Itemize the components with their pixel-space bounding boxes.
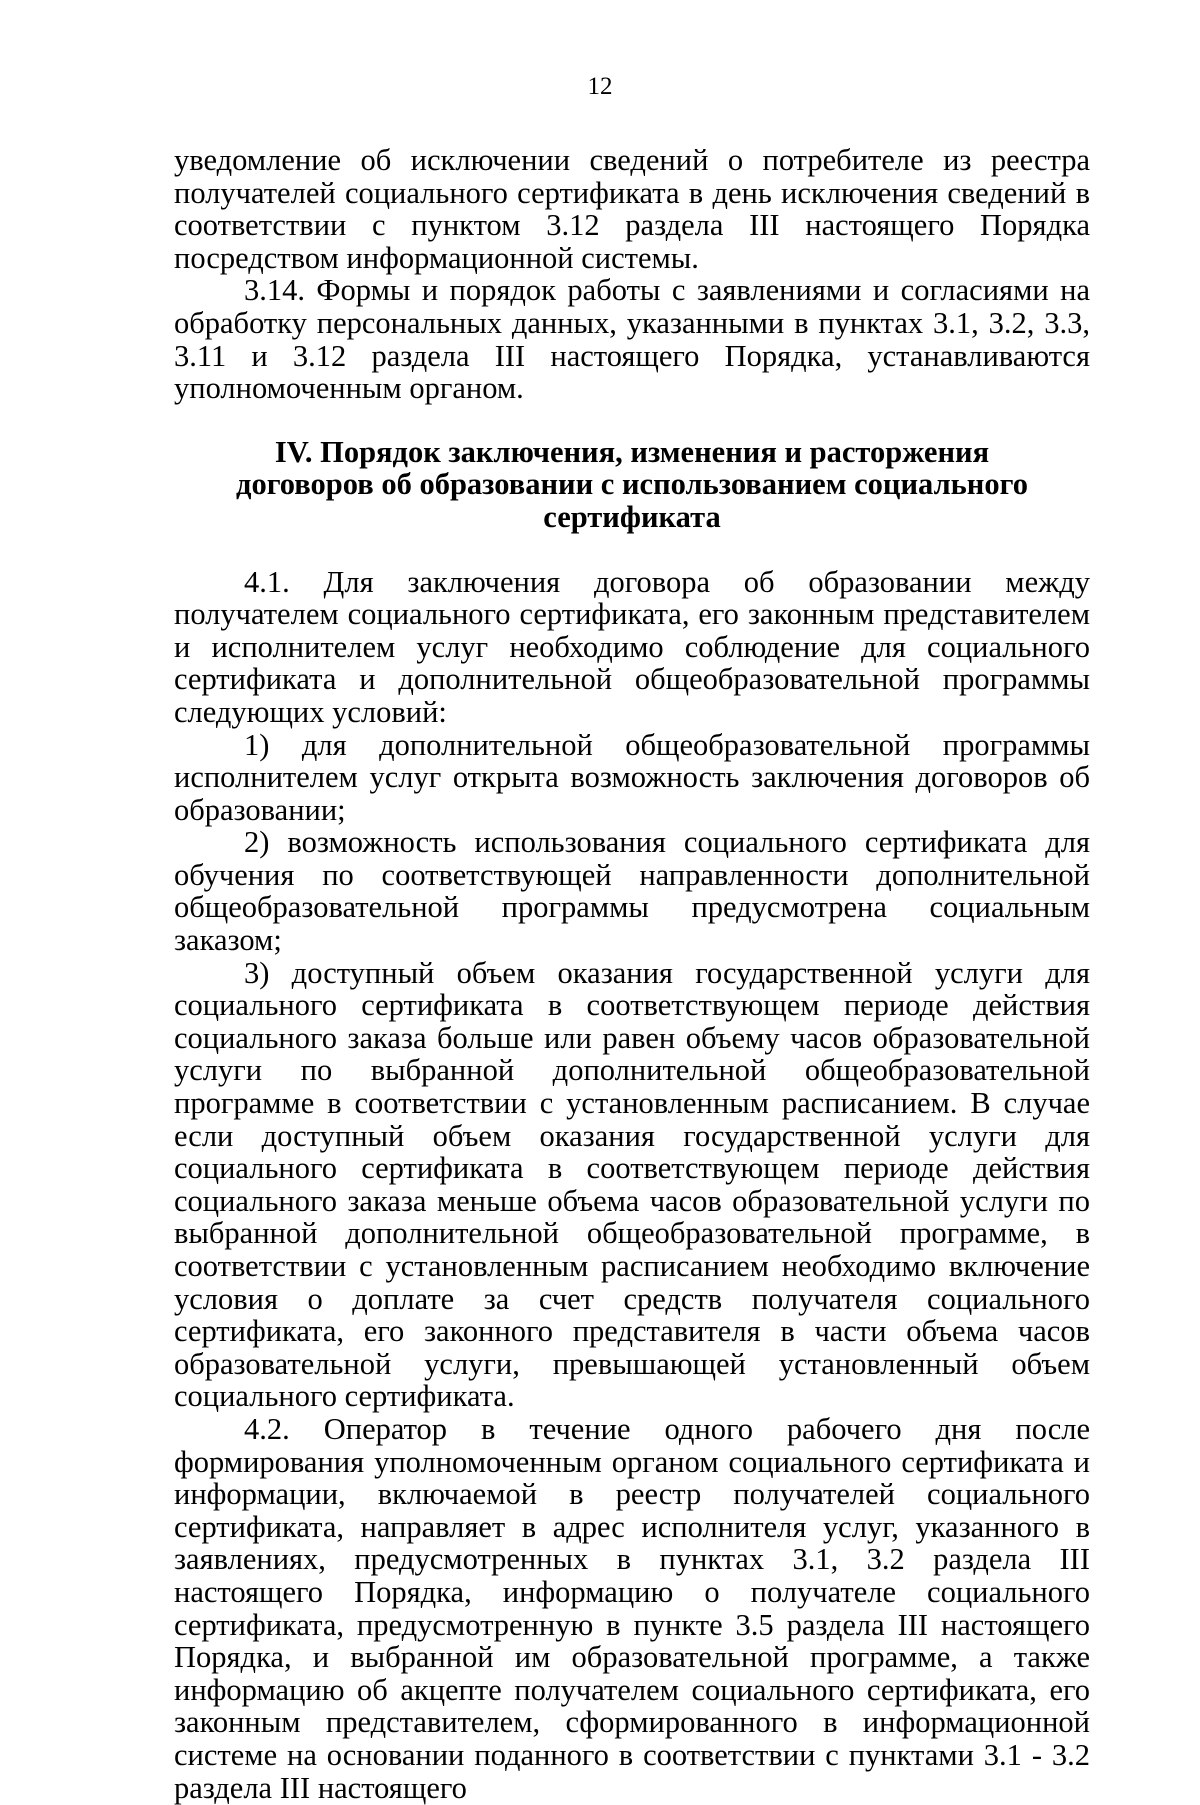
paragraph-4-2: 4.2. Оператор в течение одного рабочего дня после формирования уполномоченным органом социального сертификата и информации, включаемой в реестр получателей социального сертификата, направляет в адрес исполнителя услуг, указанного в заявлениях, предусмотренных в пунктах 3.1, 3.2 раздела III настоящего Порядка, информацию о получателе социального сертификата, предусмотренную в пункте 3.5 раздела III настоящего Порядка, и выбранной им образовательной программе, а также информацию об акцепте получателем социального сертификата, его законным представителем, сформированного в информационной системе на основании поданного в соответствии с пунктами 3.1 - 3.2 раздела III настоящего xyxy=(174,1411,1090,1805)
page-number: 12 xyxy=(587,73,613,100)
section-heading-line: сертификата xyxy=(543,499,721,534)
section-heading-line: договоров об образовании с использованием социального xyxy=(236,467,1028,502)
list-item-condition-1: 1) для дополнительной общеобразовательной программы исполнителем услуг открыта возможность заключения договоров об образовании; xyxy=(174,727,1090,827)
section-heading xyxy=(174,436,1090,534)
paragraph-4-1: 4.1. Для заключения договора об образовании между получателем социального сертификата, его законным представителем и исполнителем услуг необходимо соблюдение для социального сертификата и дополнительной общеобразовательной программы следующих условий: xyxy=(174,564,1090,729)
section-heading-line: IV. Порядок заключения, изменения и расторжения xyxy=(274,434,990,469)
paragraph-3-14: 3.14. Формы и порядок работы с заявлениями и согласиями на обработку персональных данных, указанными в пунктах 3.1, 3.2, 3.3, 3.11 и 3.12 раздела III настоящего Порядка, устанавливаются уполномоченным органом. xyxy=(174,273,1090,406)
paragraph-continuation: уведомление об исключении сведений о потребителе из реестра получателей социального сертификата в день исключения сведений в соответствии с пунктом 3.12 раздела III настоящего Порядка посредством информационной системы. xyxy=(174,143,1090,275)
list-item-condition-3: 3) доступный объем оказания государственной услуги для социального сертификата в соответствующем периоде действия социального заказа больше или равен объему часов образовательной услуги по выбранной дополнительной общеобразовательной программе в соответствии с установленным расписанием. В случае если доступный объем оказания государственной услуги для социального сертификата в соответствующем периоде действия социального заказа меньше объема часов образовательной услуги по выбранной дополнительной общеобразовательной программе, в соответствии с установленным расписанием необходимо включение условия о доплате за счет средств получателя социального сертификата, его законного представителя в части объема часов образовательной услуги, превышающей установленный объем социального сертификата. xyxy=(174,955,1090,1414)
list-item-condition-2: 2) возможность использования социального сертификата для обучения по соответствующей направленности дополнительной общеобразовательной программы предусмотрена социальным заказом; xyxy=(174,825,1090,958)
document-body xyxy=(174,144,1090,1804)
